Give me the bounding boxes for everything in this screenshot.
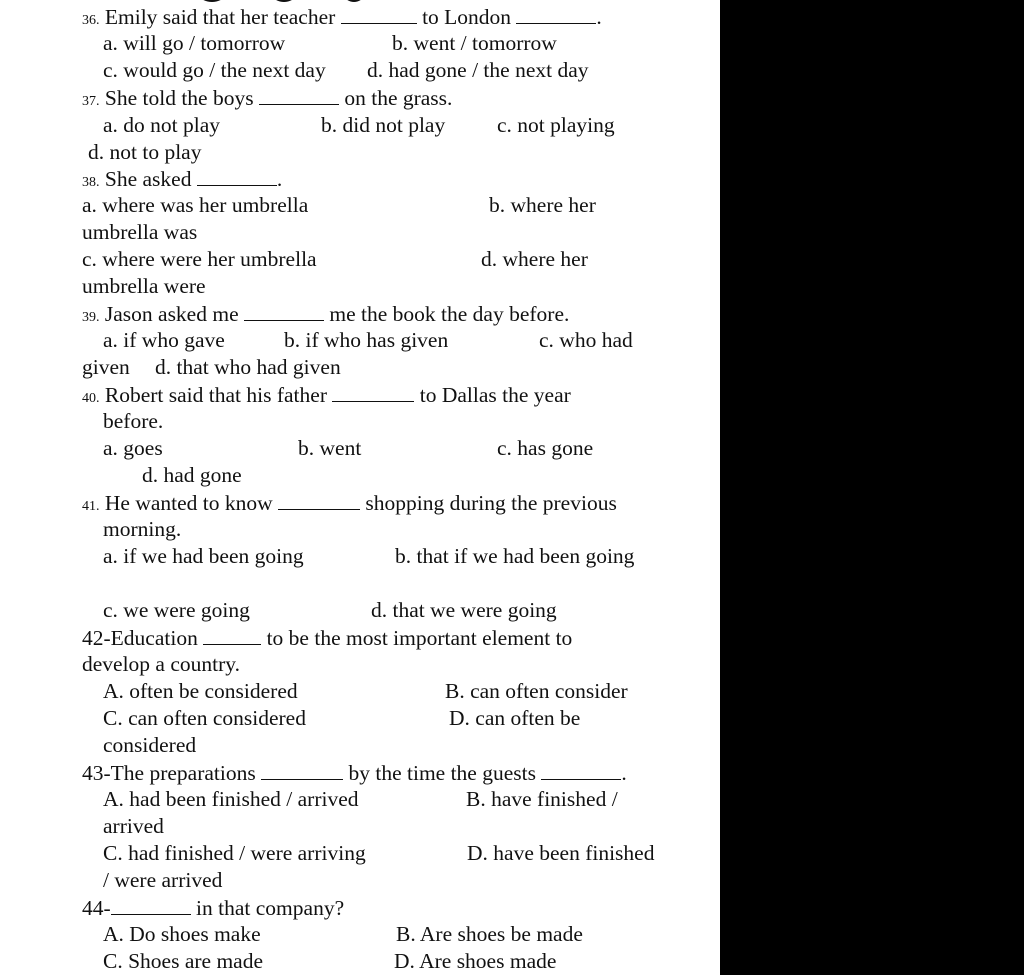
q39-option-d: d. that who had given bbox=[155, 355, 341, 379]
q37-option-a: a. do not play bbox=[103, 113, 221, 137]
q39-option-b: b. if who has given bbox=[284, 328, 449, 352]
question-42-stem-line2: develop a country. bbox=[82, 652, 241, 676]
q39-option-c-line2: given bbox=[82, 355, 130, 379]
q41-option-d: d. that we were going bbox=[371, 598, 557, 622]
question-38-stem: 38. She asked . bbox=[82, 167, 283, 191]
q37-option-b: b. did not play bbox=[321, 113, 446, 137]
q43-option-d-line2: / were arrived bbox=[103, 868, 223, 892]
q44-option-b: B. Are shoes be made bbox=[396, 922, 583, 946]
question-41-stem: 41. He wanted to know shopping during the previous bbox=[82, 491, 617, 515]
q40-option-c: c. has gone bbox=[497, 436, 594, 460]
q41-option-c: c. we were going bbox=[103, 598, 250, 622]
q40-option-a: a. goes bbox=[103, 436, 163, 460]
black-margin-panel bbox=[720, 0, 1024, 975]
q38-option-b-line2: umbrella was bbox=[82, 220, 198, 244]
q41-option-b: b. that if we had been going bbox=[395, 544, 635, 568]
q42-option-a: A. often be considered bbox=[103, 679, 298, 703]
q44-option-d: D. Are shoes made bbox=[394, 949, 557, 973]
q38-option-c: c. where were her umbrella bbox=[82, 247, 317, 271]
question-39-stem: 39. Jason asked me me the book the day before. bbox=[82, 302, 570, 326]
question-43-stem: 43-The preparations by the time the guests . bbox=[82, 761, 627, 785]
question-42-stem: 42-Education to be the most important element to bbox=[82, 626, 573, 650]
q38-option-a: a. where was her umbrella bbox=[82, 193, 309, 217]
q38-option-d-line2: umbrella were bbox=[82, 274, 206, 298]
q39-option-a: a. if who gave bbox=[103, 328, 225, 352]
q43-option-c: C. had finished / were arriving bbox=[103, 841, 366, 865]
question-40-stem-line2: before. bbox=[103, 409, 164, 433]
q42-option-d-line1: D. can often be bbox=[449, 706, 581, 730]
q42-option-c: C. can often considered bbox=[103, 706, 306, 730]
q37-option-c: c. not playing bbox=[497, 113, 615, 137]
q36-option-b: b. went / tomorrow bbox=[392, 31, 557, 55]
q40-option-d: d. had gone bbox=[142, 463, 242, 487]
q37-option-d: d. not to play bbox=[88, 140, 202, 164]
q40-option-b: b. went bbox=[298, 436, 362, 460]
question-37-stem: 37. She told the boys on the grass. bbox=[82, 86, 453, 110]
q42-option-d-line2: considered bbox=[103, 733, 197, 757]
q43-option-d-line1: D. have been finished bbox=[467, 841, 655, 865]
q36-option-a: a. will go / tomorrow bbox=[103, 31, 286, 55]
q36-option-d: d. had gone / the next day bbox=[367, 58, 589, 82]
q38-option-d-line1: d. where her bbox=[481, 247, 588, 271]
q36-option-c: c. would go / the next day bbox=[103, 58, 326, 82]
q43-option-b-line2: arrived bbox=[103, 814, 164, 838]
q43-option-a: A. had been finished / arrived bbox=[103, 787, 359, 811]
q38-option-b-line1: b. where her bbox=[489, 193, 596, 217]
q42-option-b: B. can often consider bbox=[445, 679, 628, 703]
q44-option-a: A. Do shoes make bbox=[103, 922, 261, 946]
q41-option-a: a. if we had been going bbox=[103, 544, 304, 568]
q44-option-c: C. Shoes are made bbox=[103, 949, 264, 973]
question-36-stem: 36. Emily said that her teacher to London . bbox=[82, 5, 602, 29]
question-41-stem-line2: morning. bbox=[103, 517, 182, 541]
q43-option-b-line1: B. have finished / bbox=[466, 787, 618, 811]
question-40-stem: 40. Robert said that his father to Dallas the year bbox=[82, 383, 571, 407]
question-44-stem: 44- in that company? bbox=[82, 896, 345, 920]
q39-option-c-line1: c. who had bbox=[539, 328, 633, 352]
